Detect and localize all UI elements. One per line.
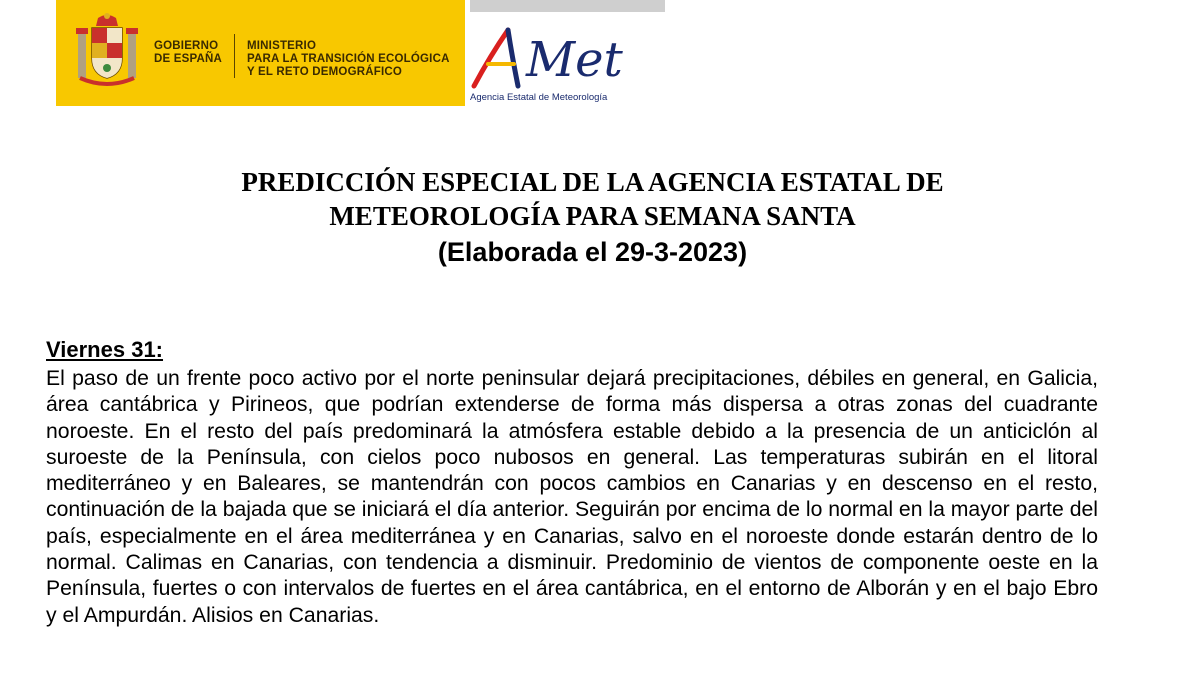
svg-text:Met: Met [526, 32, 623, 88]
ministerio-line-2: PARA LA TRANSICIÓN ECOLÓGICA [247, 53, 450, 65]
coat-of-arms-icon [72, 12, 142, 92]
gobierno-line-1: GOBIERNO [154, 40, 219, 52]
page-title-date: (Elaborada el 29-3-2023) [437, 237, 748, 267]
ministerio-line-3: Y EL RETO DEMOGRÁFICO [247, 66, 402, 78]
aemet-logo [468, 26, 643, 90]
ministerio-text [247, 40, 450, 79]
header-separator [234, 34, 235, 78]
ministerio-line-1: MINISTERIO [247, 40, 317, 52]
day-heading: Viernes 31: [46, 337, 164, 362]
page-title-line-2: METEOROLOGÍA PARA SEMANA SANTA [329, 201, 856, 231]
gobierno-line-2: DE ESPAÑA [154, 53, 223, 65]
page-title-line-1: PREDICCIÓN ESPECIAL DE LA AGENCIA ESTATAL DE [241, 167, 944, 197]
aemet-subtitle: Agencia Estatal de Meteorología [470, 92, 608, 103]
gobierno-de-espana-text [154, 40, 222, 66]
forecast-paragraph: El paso de un frente poco activo por el norte peninsular dejará precipitaciones, débiles en general, en Galicia, área cantábrica y Pirineos, que podrían extenderse de forma más dispersa a otras zonas del cuadrante noroeste. En el resto del país predominará la atmósfera estable debido a la presencia de un anticiclón al suroeste de la Península, con cielos poco nubosos en general. Las temperaturas subirán en el litoral mediterráneo y en Baleares, se mantendrán con pocos cambios en Canarias y en descenso en el resto, continuación de la bajada que se iniciará el día anterior. Seguirán por encima de lo normal en la mayor parte del país, especialmente en el área mediterránea y en Canarias, salvo en el noroeste donde estarán dentro de lo normal. Calimas en Canarias, con tendencia a disminuir. Predominio de vientos de componente oeste en la Península, fuertes o con intervalos de fuertes en el área cantábrica, en el entorno de Alborán y en el bajo Ebro y el Ampurdán. Alisios en Canarias. [46, 367, 1098, 627]
header-grey-bar [470, 0, 665, 12]
